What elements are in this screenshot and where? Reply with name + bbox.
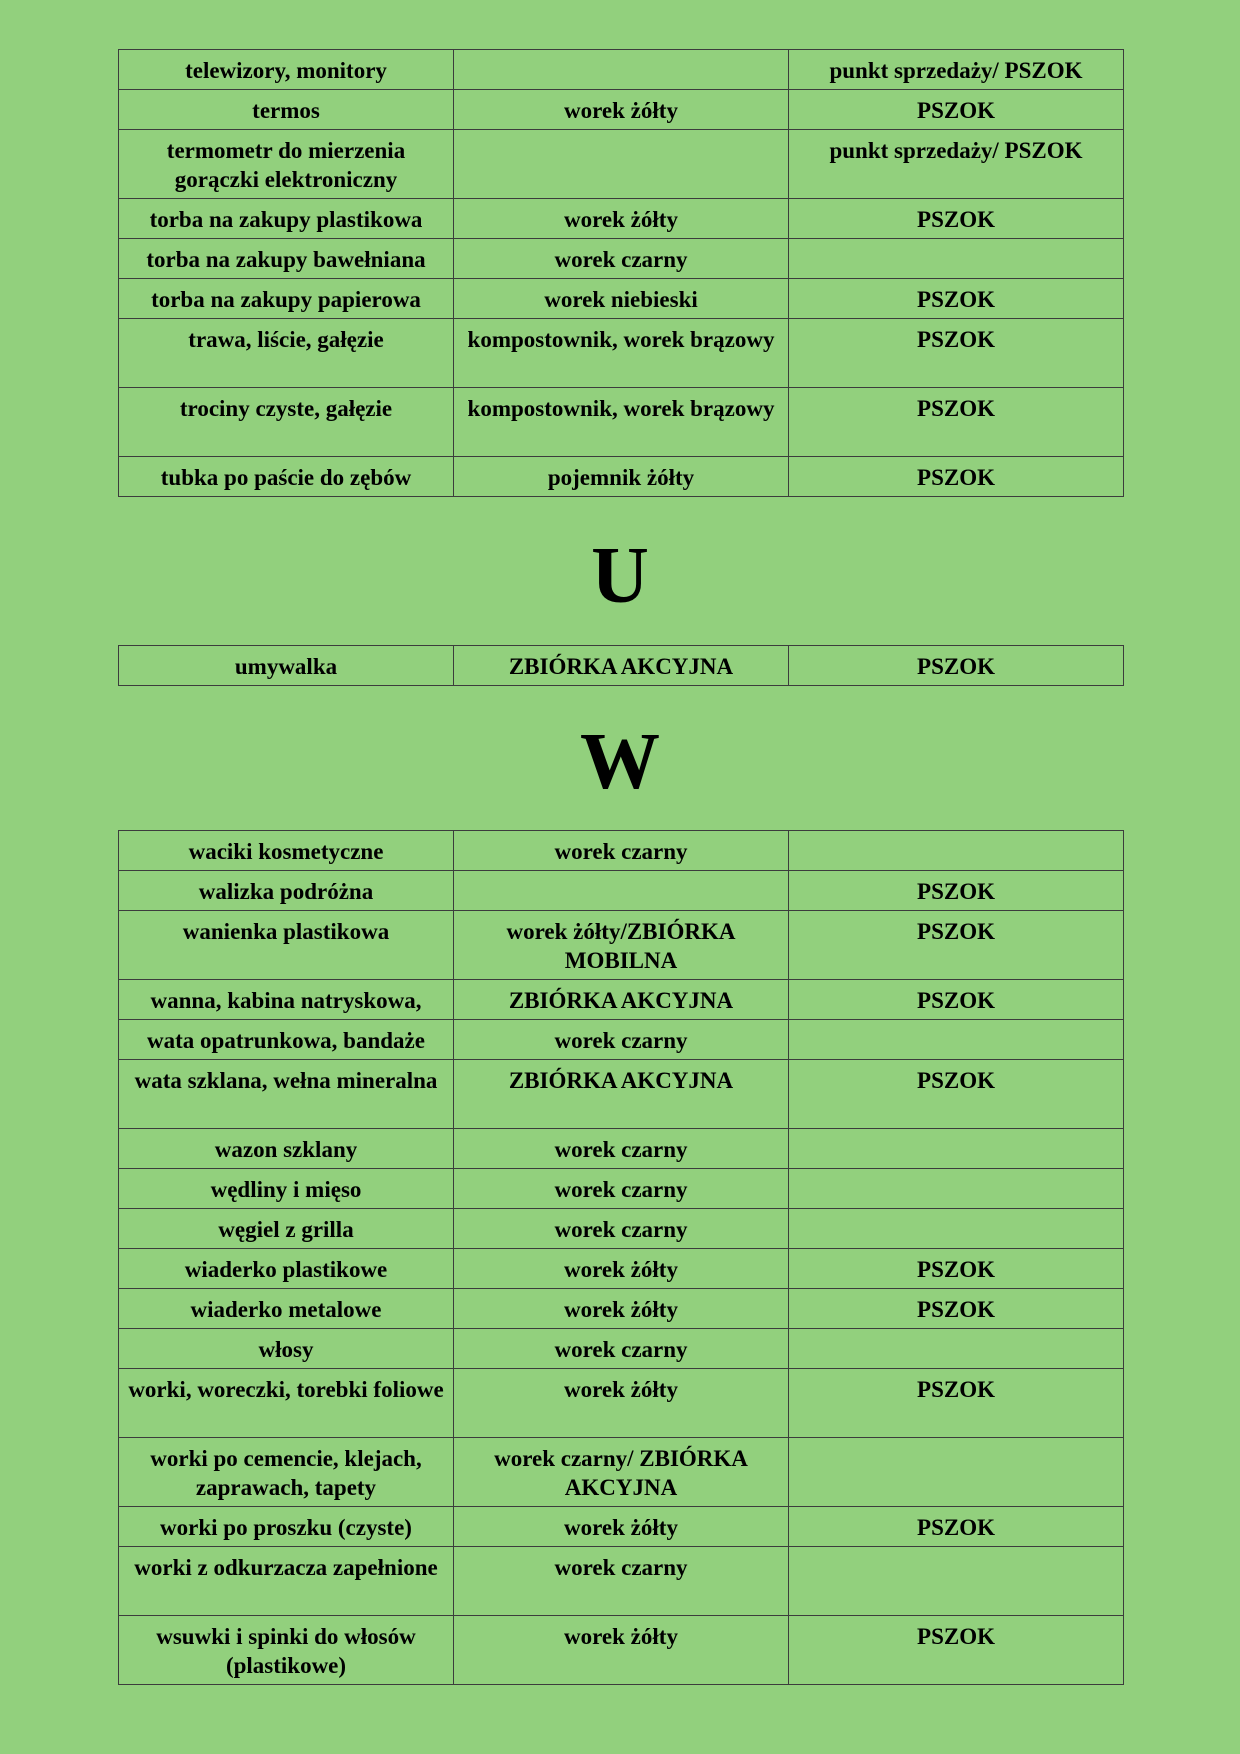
bin-cell: worek czarny	[454, 1169, 789, 1209]
table-row	[119, 646, 1124, 686]
table-row	[119, 1020, 1124, 1060]
bin-cell	[454, 871, 789, 911]
pszok-cell: PSZOK	[789, 457, 1124, 497]
table-row	[119, 1169, 1124, 1209]
pszok-cell: PSZOK	[789, 199, 1124, 239]
pszok-cell	[789, 1020, 1124, 1060]
pszok-cell: PSZOK	[789, 911, 1124, 980]
pszok-cell	[789, 1209, 1124, 1249]
item-cell: węgiel z grilla	[119, 1209, 454, 1249]
item-cell: wiaderko metalowe	[119, 1289, 454, 1329]
table-row	[119, 319, 1124, 388]
waste-table-w	[118, 830, 1124, 1685]
table-row	[119, 388, 1124, 457]
bin-cell: worek żółty	[454, 1616, 789, 1685]
table-row	[119, 980, 1124, 1020]
section-letter-u: U	[591, 532, 649, 620]
pszok-cell: PSZOK	[789, 980, 1124, 1020]
table-row	[119, 1329, 1124, 1369]
pszok-cell: PSZOK	[789, 1060, 1124, 1129]
bin-cell: worek żółty	[454, 90, 789, 130]
pszok-cell	[789, 1329, 1124, 1369]
pszok-cell: PSZOK	[789, 1369, 1124, 1438]
item-cell: telewizory, monitory	[119, 50, 454, 90]
item-cell: wędliny i mięso	[119, 1169, 454, 1209]
bin-cell: worek żółty	[454, 1507, 789, 1547]
table-row	[119, 1438, 1124, 1507]
bin-cell: worek czarny	[454, 239, 789, 279]
bin-cell: worek czarny	[454, 1020, 789, 1060]
item-cell: wanienka plastikowa	[119, 911, 454, 980]
table-row	[119, 1249, 1124, 1289]
table-row	[119, 1209, 1124, 1249]
bin-cell: kompostownik, worek brązowy	[454, 388, 789, 457]
table-row	[119, 1060, 1124, 1129]
table-row	[119, 90, 1124, 130]
bin-cell: worek żółty	[454, 199, 789, 239]
pszok-cell	[789, 1547, 1124, 1616]
bin-cell: worek czarny	[454, 1129, 789, 1169]
pszok-cell: PSZOK	[789, 1289, 1124, 1329]
table-row	[119, 457, 1124, 497]
item-cell: termos	[119, 90, 454, 130]
pszok-cell: punkt sprzedaży/ PSZOK	[789, 50, 1124, 90]
item-cell: tubka po paście do zębów	[119, 457, 454, 497]
item-cell: umywalka	[119, 646, 454, 686]
item-cell: torba na zakupy bawełniana	[119, 239, 454, 279]
pszok-cell: PSZOK	[789, 388, 1124, 457]
table-row	[119, 239, 1124, 279]
item-cell: wazon szklany	[119, 1129, 454, 1169]
table-row	[119, 1507, 1124, 1547]
bin-cell: worek czarny	[454, 1329, 789, 1369]
table-row	[119, 130, 1124, 199]
pszok-cell: PSZOK	[789, 1616, 1124, 1685]
pszok-cell: punkt sprzedaży/ PSZOK	[789, 130, 1124, 199]
table-row	[119, 831, 1124, 871]
bin-cell: worek żółty	[454, 1369, 789, 1438]
bin-cell: ZBIÓRKA AKCYJNA	[454, 980, 789, 1020]
table-row	[119, 1369, 1124, 1438]
pszok-cell	[789, 1129, 1124, 1169]
bin-cell: worek niebieski	[454, 279, 789, 319]
table-row	[119, 911, 1124, 980]
item-cell: trawa, liście, gałęzie	[119, 319, 454, 388]
bin-cell: worek żółty/ZBIÓRKA MOBILNA	[454, 911, 789, 980]
bin-cell: ZBIÓRKA AKCYJNA	[454, 646, 789, 686]
table-row	[119, 279, 1124, 319]
pszok-cell	[789, 1169, 1124, 1209]
item-cell: trociny czyste, gałęzie	[119, 388, 454, 457]
bin-cell: worek żółty	[454, 1289, 789, 1329]
section-letter-w: W	[580, 718, 660, 806]
bin-cell: worek czarny	[454, 1209, 789, 1249]
bin-cell	[454, 50, 789, 90]
pszok-cell: PSZOK	[789, 871, 1124, 911]
bin-cell: kompostownik, worek brązowy	[454, 319, 789, 388]
item-cell: walizka podróżna	[119, 871, 454, 911]
pszok-cell: PSZOK	[789, 1249, 1124, 1289]
item-cell: waciki kosmetyczne	[119, 831, 454, 871]
item-cell: worki po cemencie, klejach, zaprawach, tapety	[119, 1438, 454, 1507]
table-row	[119, 199, 1124, 239]
item-cell: wata opatrunkowa, bandaże	[119, 1020, 454, 1060]
item-cell: wiaderko plastikowe	[119, 1249, 454, 1289]
item-cell: worki z odkurzacza zapełnione	[119, 1547, 454, 1616]
table-row	[119, 1129, 1124, 1169]
table-row	[119, 1547, 1124, 1616]
waste-table-t	[118, 49, 1124, 497]
pszok-cell: PSZOK	[789, 646, 1124, 686]
pszok-cell: PSZOK	[789, 319, 1124, 388]
item-cell: torba na zakupy papierowa	[119, 279, 454, 319]
table-row	[119, 50, 1124, 90]
item-cell: worki po proszku (czyste)	[119, 1507, 454, 1547]
pszok-cell	[789, 831, 1124, 871]
bin-cell: worek czarny	[454, 1547, 789, 1616]
pszok-cell: PSZOK	[789, 279, 1124, 319]
bin-cell: pojemnik żółty	[454, 457, 789, 497]
table-row	[119, 1616, 1124, 1685]
bin-cell: worek żółty	[454, 1249, 789, 1289]
table-row	[119, 871, 1124, 911]
item-cell: wata szklana, wełna mineralna	[119, 1060, 454, 1129]
bin-cell	[454, 130, 789, 199]
bin-cell: worek czarny/ ZBIÓRKA AKCYJNA	[454, 1438, 789, 1507]
pszok-cell	[789, 1438, 1124, 1507]
pszok-cell: PSZOK	[789, 90, 1124, 130]
waste-table-u	[118, 645, 1124, 686]
item-cell: torba na zakupy plastikowa	[119, 199, 454, 239]
item-cell: worki, woreczki, torebki foliowe	[119, 1369, 454, 1438]
item-cell: termometr do mierzenia gorączki elektroniczny	[119, 130, 454, 199]
item-cell: wanna, kabina natryskowa,	[119, 980, 454, 1020]
item-cell: wsuwki i spinki do włosów (plastikowe)	[119, 1616, 454, 1685]
bin-cell: ZBIÓRKA AKCYJNA	[454, 1060, 789, 1129]
item-cell: włosy	[119, 1329, 454, 1369]
table-row	[119, 1289, 1124, 1329]
pszok-cell	[789, 239, 1124, 279]
bin-cell: worek czarny	[454, 831, 789, 871]
pszok-cell: PSZOK	[789, 1507, 1124, 1547]
